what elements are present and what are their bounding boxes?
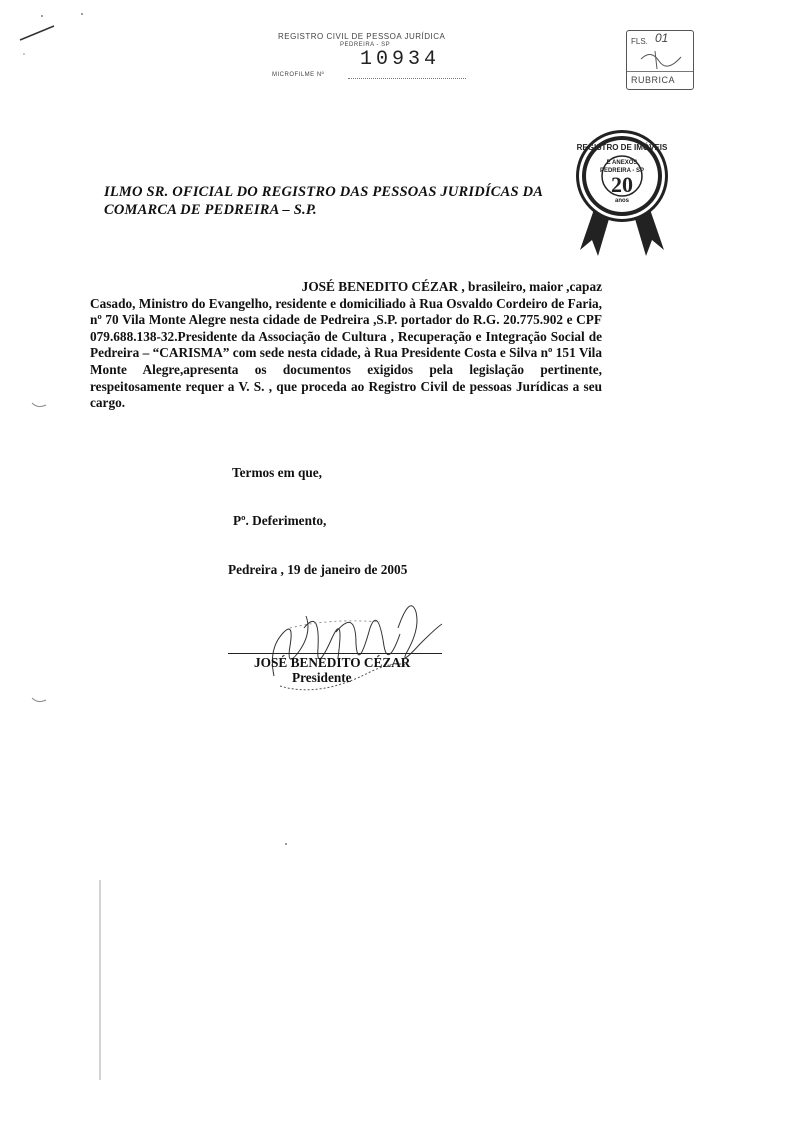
signer-name: JOSÉ BENEDITO CÉZAR — [254, 655, 411, 670]
closing-deferimento: Pº. Deferimento, — [233, 513, 327, 528]
request-text: Casado, Ministro do Evangelho, residente e domiciliado à Rua Osvaldo Cordeiro de Faria, nº 70 Vila Monte Alegre nesta cidade de Pedreira ,S.P. portador do R.G. 20.775.902 e CPF 079.688.138-32.Presidente da Associação de Cultura , Recuperação e Integração Social de Pedreira – “CARISMA” com sede nesta cidade, à Rua Presidente Costa e Silva nº 151 Vila Monte Alegre,apresenta os documentos exigidos pela legislação pertinente, respeitosamente requer a V. S. , que proceda ao Registro Civil de pessoas Jurídicas a seu cargo. — [90, 295, 602, 411]
folio-label: FLS. — [631, 37, 648, 46]
scan-mark-top — [14, 8, 84, 58]
rubrica-label: RUBRICA — [631, 75, 676, 85]
scan-mark-left-1 — [30, 395, 50, 415]
document-heading: ILMO SR. OFICIAL DO REGISTRO DAS PESSOAS JURIDÍCAS DA COMARCA DE PEDREIRA – S.P. — [104, 184, 543, 218]
rubrica-scribble-icon — [637, 45, 687, 71]
signature-line — [228, 653, 442, 654]
seal-unit: anos — [614, 198, 630, 204]
folio-divider — [627, 71, 693, 72]
seal-top-text: REGISTRO DE IMÓVEIS — [576, 143, 668, 152]
closing-terms: Termos em que, — [232, 465, 322, 480]
scan-mark-left-2 — [30, 690, 50, 710]
registry-stamp-title: REGISTRO CIVIL DE PESSOA JURÍDICA — [278, 32, 446, 41]
folio-number: 01 — [655, 31, 669, 45]
folio-box — [626, 30, 694, 90]
registry-stamp-city: PEDREIRA - SP — [340, 42, 391, 48]
registry-stamp-dotted-line — [348, 78, 466, 79]
registry-number: 10934 — [360, 48, 441, 71]
registry-stamp — [268, 30, 478, 86]
seal-middle-text: E ANEXOS — [606, 160, 638, 166]
signer-role: Presidente — [292, 670, 352, 685]
date-line: Pedreira , 19 de janeiro de 2005 — [228, 562, 408, 577]
anniversary-seal — [562, 122, 682, 262]
scan-dot — [284, 842, 288, 846]
seal-number: 20 — [611, 172, 633, 197]
handwritten-signature — [260, 588, 460, 706]
registry-stamp-microfilme: MICROFILME Nº — [272, 72, 325, 78]
seal-city: PEDREIRA - SP — [599, 168, 645, 174]
request-first-line: JOSÉ BENEDITO CÉZAR , brasileiro, maior ,capaz — [301, 279, 602, 294]
scan-mark-edge-line — [96, 880, 104, 1080]
request-body — [90, 279, 602, 412]
